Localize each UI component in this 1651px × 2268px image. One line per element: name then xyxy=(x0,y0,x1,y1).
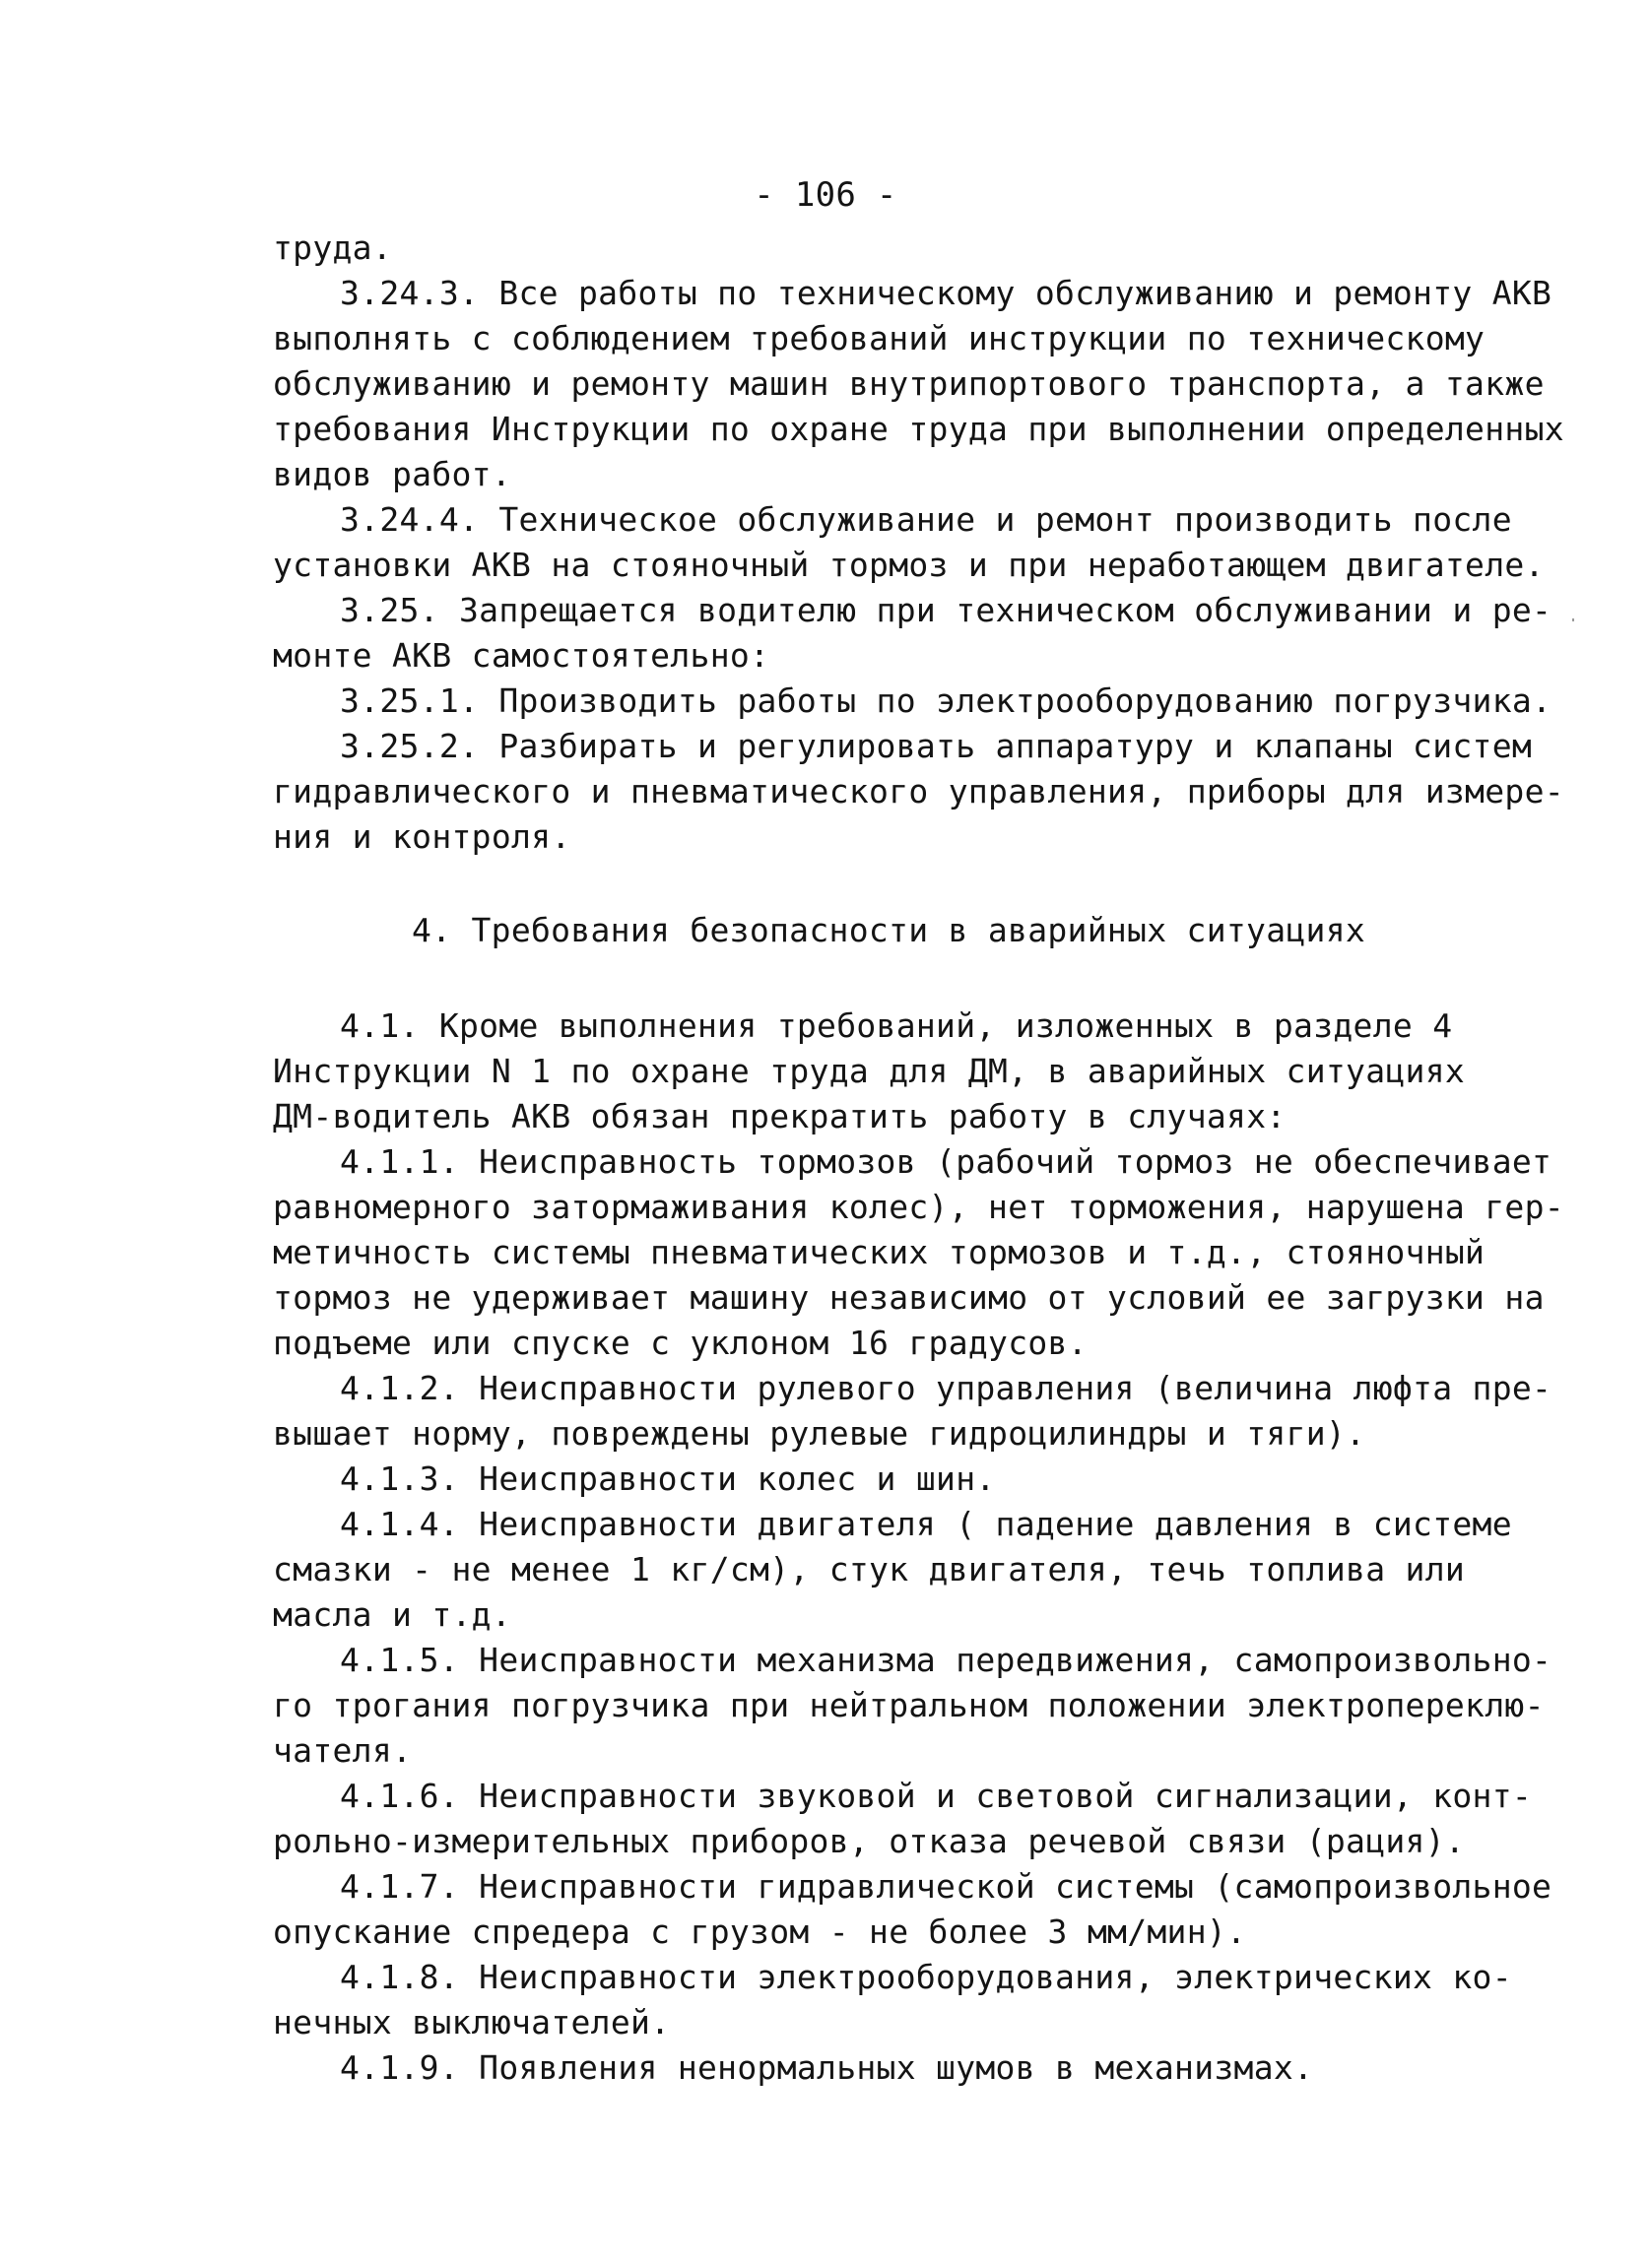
text-line: 4.1.1. Неисправность тормозов (рабочий тормоз не обеспечивает xyxy=(340,1142,1552,1181)
text-line: видов работ. xyxy=(273,455,512,493)
text-line: Инструкции N 1 по охране труда для ДМ, в аварийных ситуациях xyxy=(273,1052,1466,1090)
text-line: 4.1.5. Неисправности механизма передвижения, самопроизвольно- xyxy=(340,1641,1552,1679)
text-line: 3.25.1. Производить работы по электрооборудованию погрузчика. xyxy=(340,681,1552,720)
text-line: 4.1.3. Неисправности колес и шин. xyxy=(340,1459,996,1498)
text-line: метичность системы пневматических тормозов и т.д., стояночный xyxy=(273,1233,1486,1271)
text-line: обслуживанию и ремонту машин внутрипортового транспорта, а также xyxy=(273,364,1545,403)
text-line: 3.25.2. Разбирать и регулировать аппаратуру и клапаны систем xyxy=(340,727,1533,765)
text-line: чателя. xyxy=(273,1731,413,1770)
text-line: масла и т.д. xyxy=(273,1595,512,1634)
text-line: равномерного затормаживания колес), нет торможения, нарушена гер- xyxy=(273,1188,1564,1226)
text-line: тормоз не удерживает машину независимо от условий ее загрузки на xyxy=(273,1278,1545,1317)
scan-speck xyxy=(1572,618,1574,621)
text-line: 4.1. Кроме выполнения требований, изложенных в разделе 4 xyxy=(340,1006,1453,1045)
text-line: ния и контроля. xyxy=(273,817,571,856)
text-line: рольно-измерительных приборов, отказа речевой связи (рация). xyxy=(273,1822,1466,1860)
text-line: установки АКВ на стояночный тормоз и при неработающем двигателе. xyxy=(273,546,1545,584)
text-line: 3.24.4. Техническое обслуживание и ремонт производить после xyxy=(340,500,1512,539)
page-number: - 106 - xyxy=(754,175,897,215)
text-line: 3.24.3. Все работы по техническому обслуживанию и ремонту АКВ xyxy=(340,274,1552,312)
text-line: гидравлического и пневматического управления, приборы для измере- xyxy=(273,772,1564,810)
text-line: 4.1.8. Неисправности электрооборудования, электрических ко- xyxy=(340,1958,1512,1996)
text-line: смазки - не менее 1 кг/см), стук двигателя, течь топлива или xyxy=(273,1550,1466,1588)
text-line: выполнять с соблюдением требований инструкции по техническому xyxy=(273,319,1486,357)
text-line: го трогания погрузчика при нейтральном положении электропереклю- xyxy=(273,1686,1545,1724)
text-line: монте АКВ самостоятельно: xyxy=(273,636,770,675)
text-line: 4.1.2. Неисправности рулевого управления (величина люфта пре- xyxy=(340,1369,1552,1407)
text-line: 4.1.6. Неисправности звуковой и световой сигнализации, конт- xyxy=(340,1777,1533,1815)
text-line: труда. xyxy=(273,228,393,267)
section-heading: 4. Требования безопасности в аварийных ситуациях xyxy=(412,911,1366,949)
text-line: опускание спредера с грузом - не более 3 мм/мин). xyxy=(273,1912,1247,1951)
text-line: 3.25. Запрещается водителю при техническом обслуживании и ре- xyxy=(340,591,1552,629)
text-line: 4.1.4. Неисправности двигателя ( падение давления в системе xyxy=(340,1505,1512,1543)
text-line: требования Инструкции по охране труда при выполнении определенных xyxy=(273,410,1564,448)
text-line: 4.1.9. Появления ненормальных шумов в механизмах. xyxy=(340,2048,1314,2087)
text-line: 4.1.7. Неисправности гидравлической системы (самопроизвольное xyxy=(340,1867,1552,1906)
text-line: вышает норму, повреждены рулевые гидроцилиндры и тяги). xyxy=(273,1414,1366,1453)
text-line: подъеме или спуске с уклоном 16 градусов. xyxy=(273,1324,1088,1362)
text-line: нечных выключателей. xyxy=(273,2003,671,2041)
text-line: ДМ-водитель АКВ обязан прекратить работу в случаях: xyxy=(273,1097,1287,1135)
